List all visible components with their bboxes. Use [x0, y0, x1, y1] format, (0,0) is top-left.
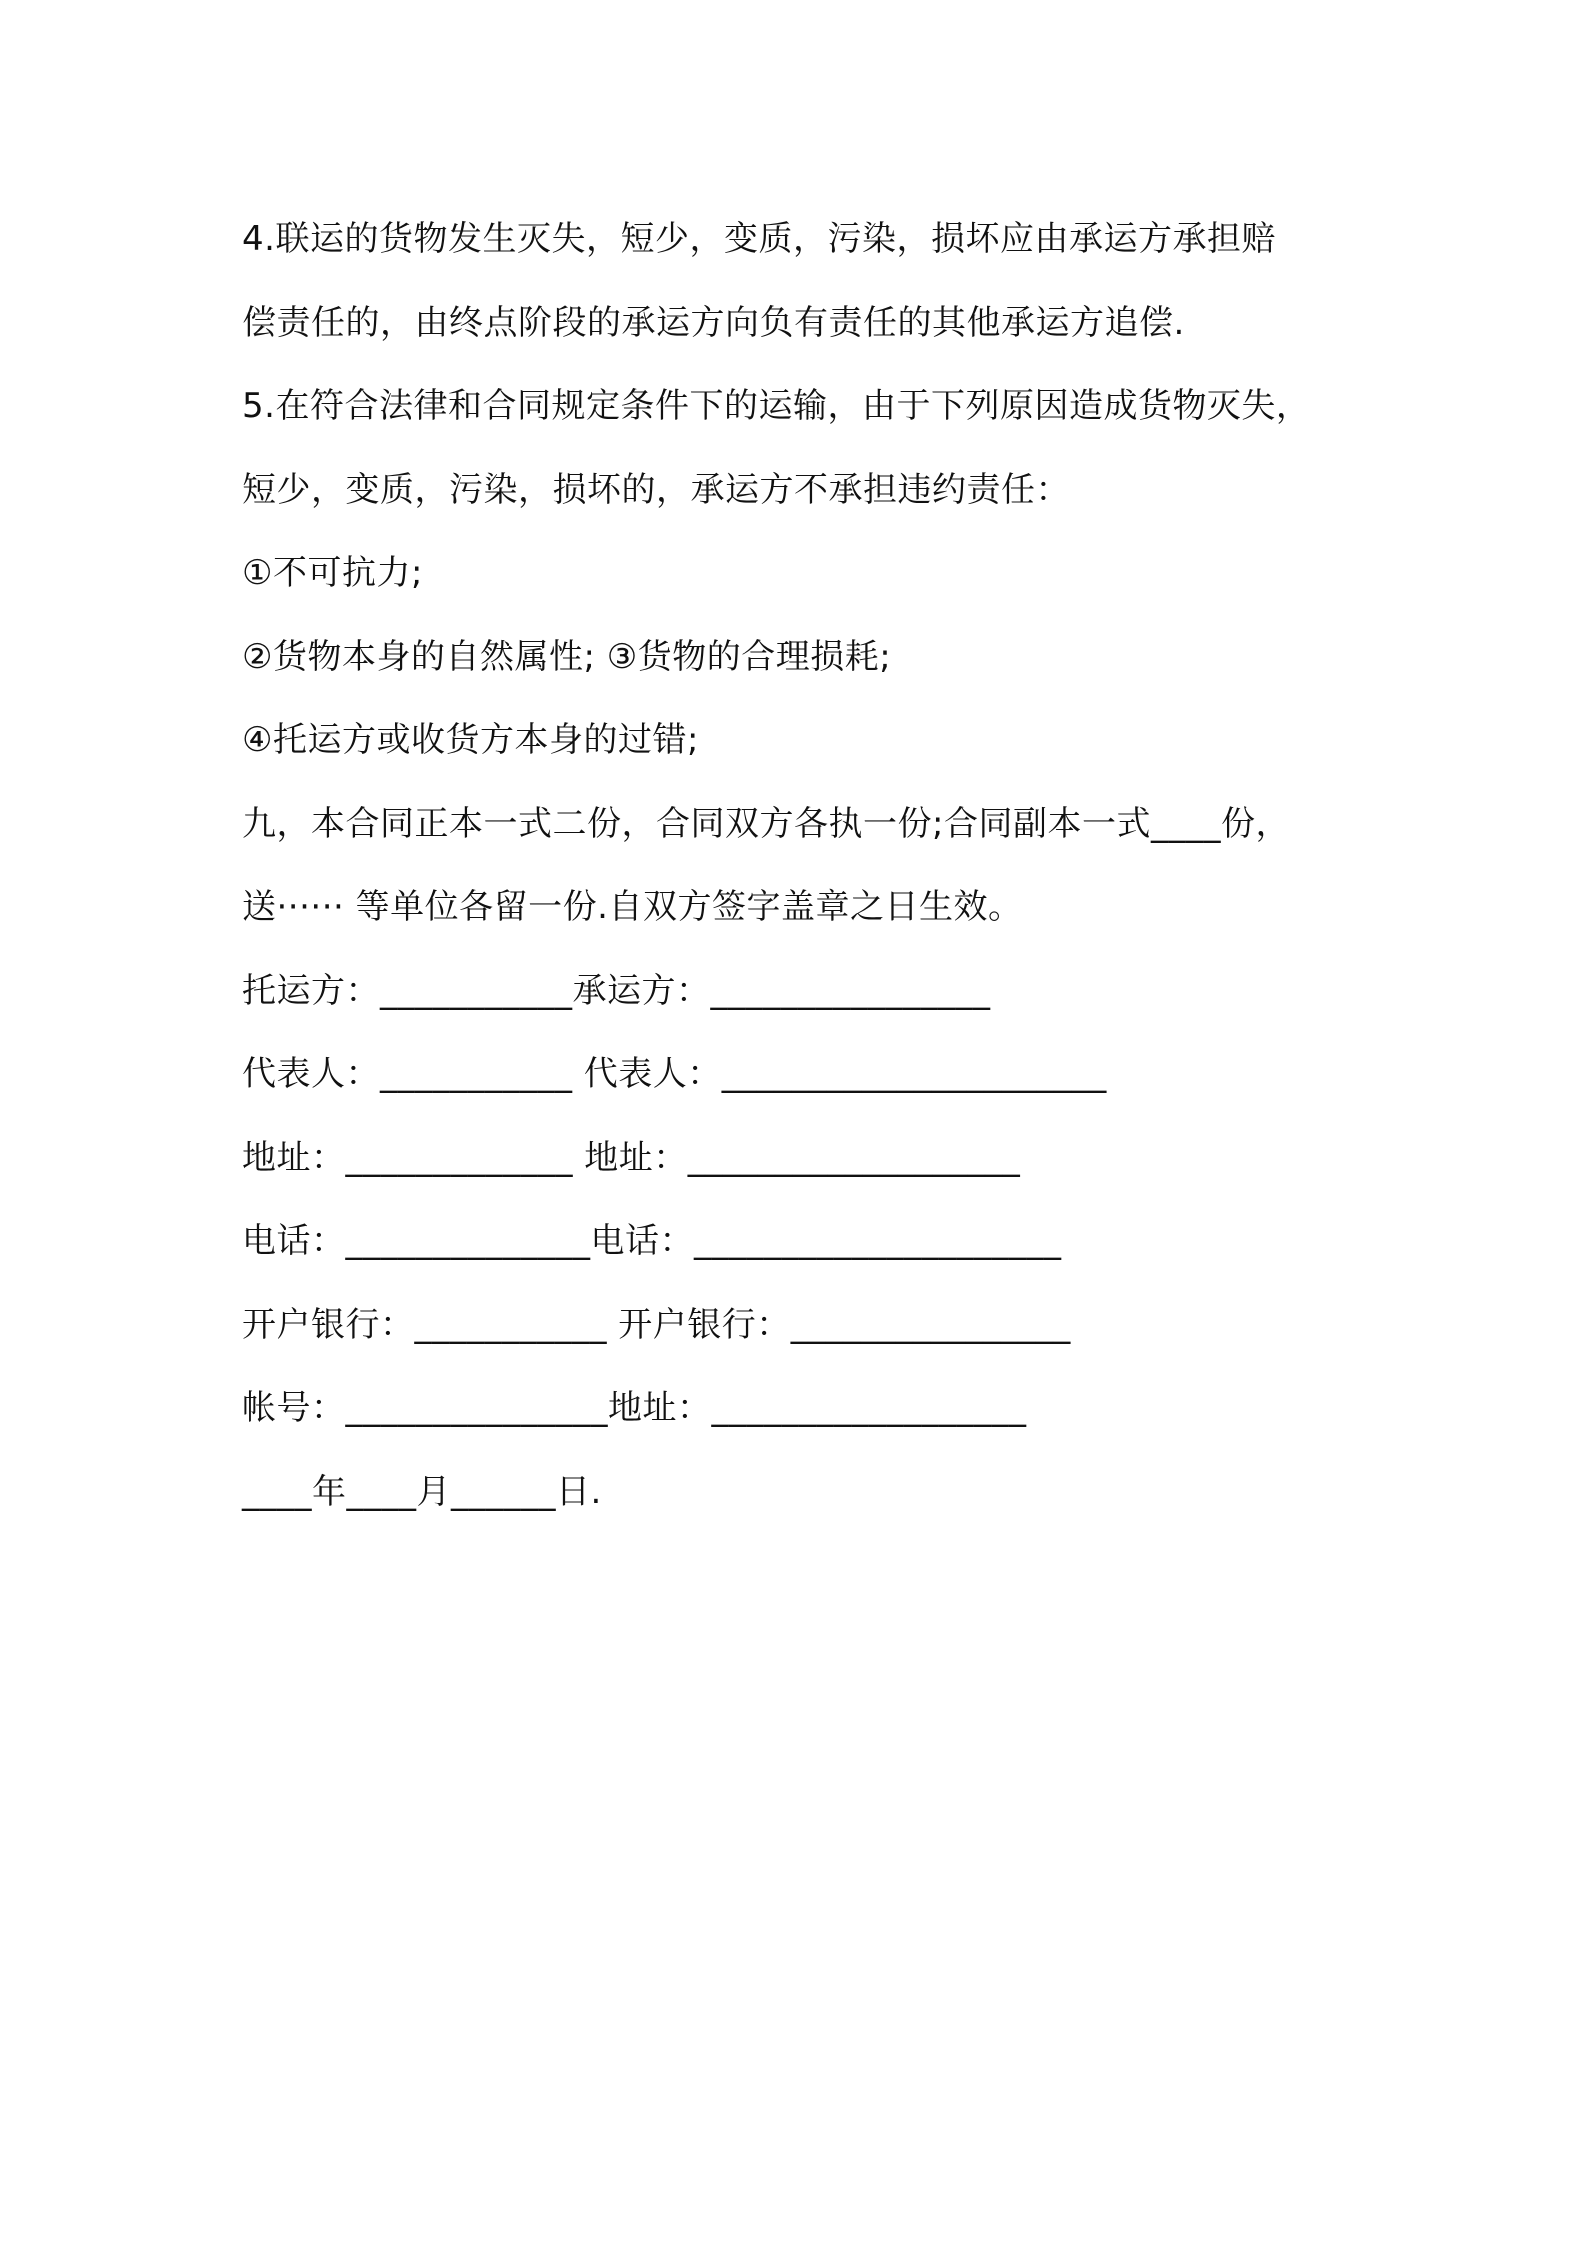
exemption-item-2-3: ②货物本身的自然属性; ③货物的合理损耗; [242, 636, 892, 677]
contract-text [242, 198, 1392, 1534]
signature-account-address: 帐号：_______________地址：__________________ [242, 1388, 1027, 1428]
signature-representative: 代表人：___________ 代表人：______________________ [242, 1054, 1107, 1094]
signature-address: 地址：_____________ 地址：___________________ [242, 1137, 1021, 1178]
signature-phone: 电话：______________电话：_____________________ [242, 1221, 1062, 1261]
exemption-item-4: ④托运方或收货方本身的过错; [242, 720, 699, 760]
clause-9-line-2: 送······ 等单位各留一份.自双方签字盖章之日生效。 [242, 887, 1023, 927]
exemption-item-1: ①不可抗力; [242, 553, 423, 593]
signature-date: ____年____月______日. [242, 1471, 602, 1512]
clause-9-line-1: 九，本合同正本一式二份，合同双方各执一份;合同副本一式____份， [242, 803, 1290, 844]
clause-5-line-1: 5.在符合法律和合同规定条件下的运输，由于下列原因造成货物灭失， [242, 386, 1311, 426]
signature-shipper-carrier: 托运方：___________承运方：________________ [242, 970, 991, 1011]
clause-4-line-1: 4.联运的货物发生灭失，短少，变质，污染，损坏应由承运方承担赔 [242, 219, 1276, 259]
clause-4-line-2: 偿责任的，由终点阶段的承运方向负有责任的其他承运方追偿. [242, 302, 1185, 343]
clause-5-line-2: 短少，变质，污染，损坏的，承运方不承担违约责任： [242, 469, 1070, 510]
signature-bank: 开户银行：___________ 开户银行：________________ [242, 1304, 1071, 1345]
